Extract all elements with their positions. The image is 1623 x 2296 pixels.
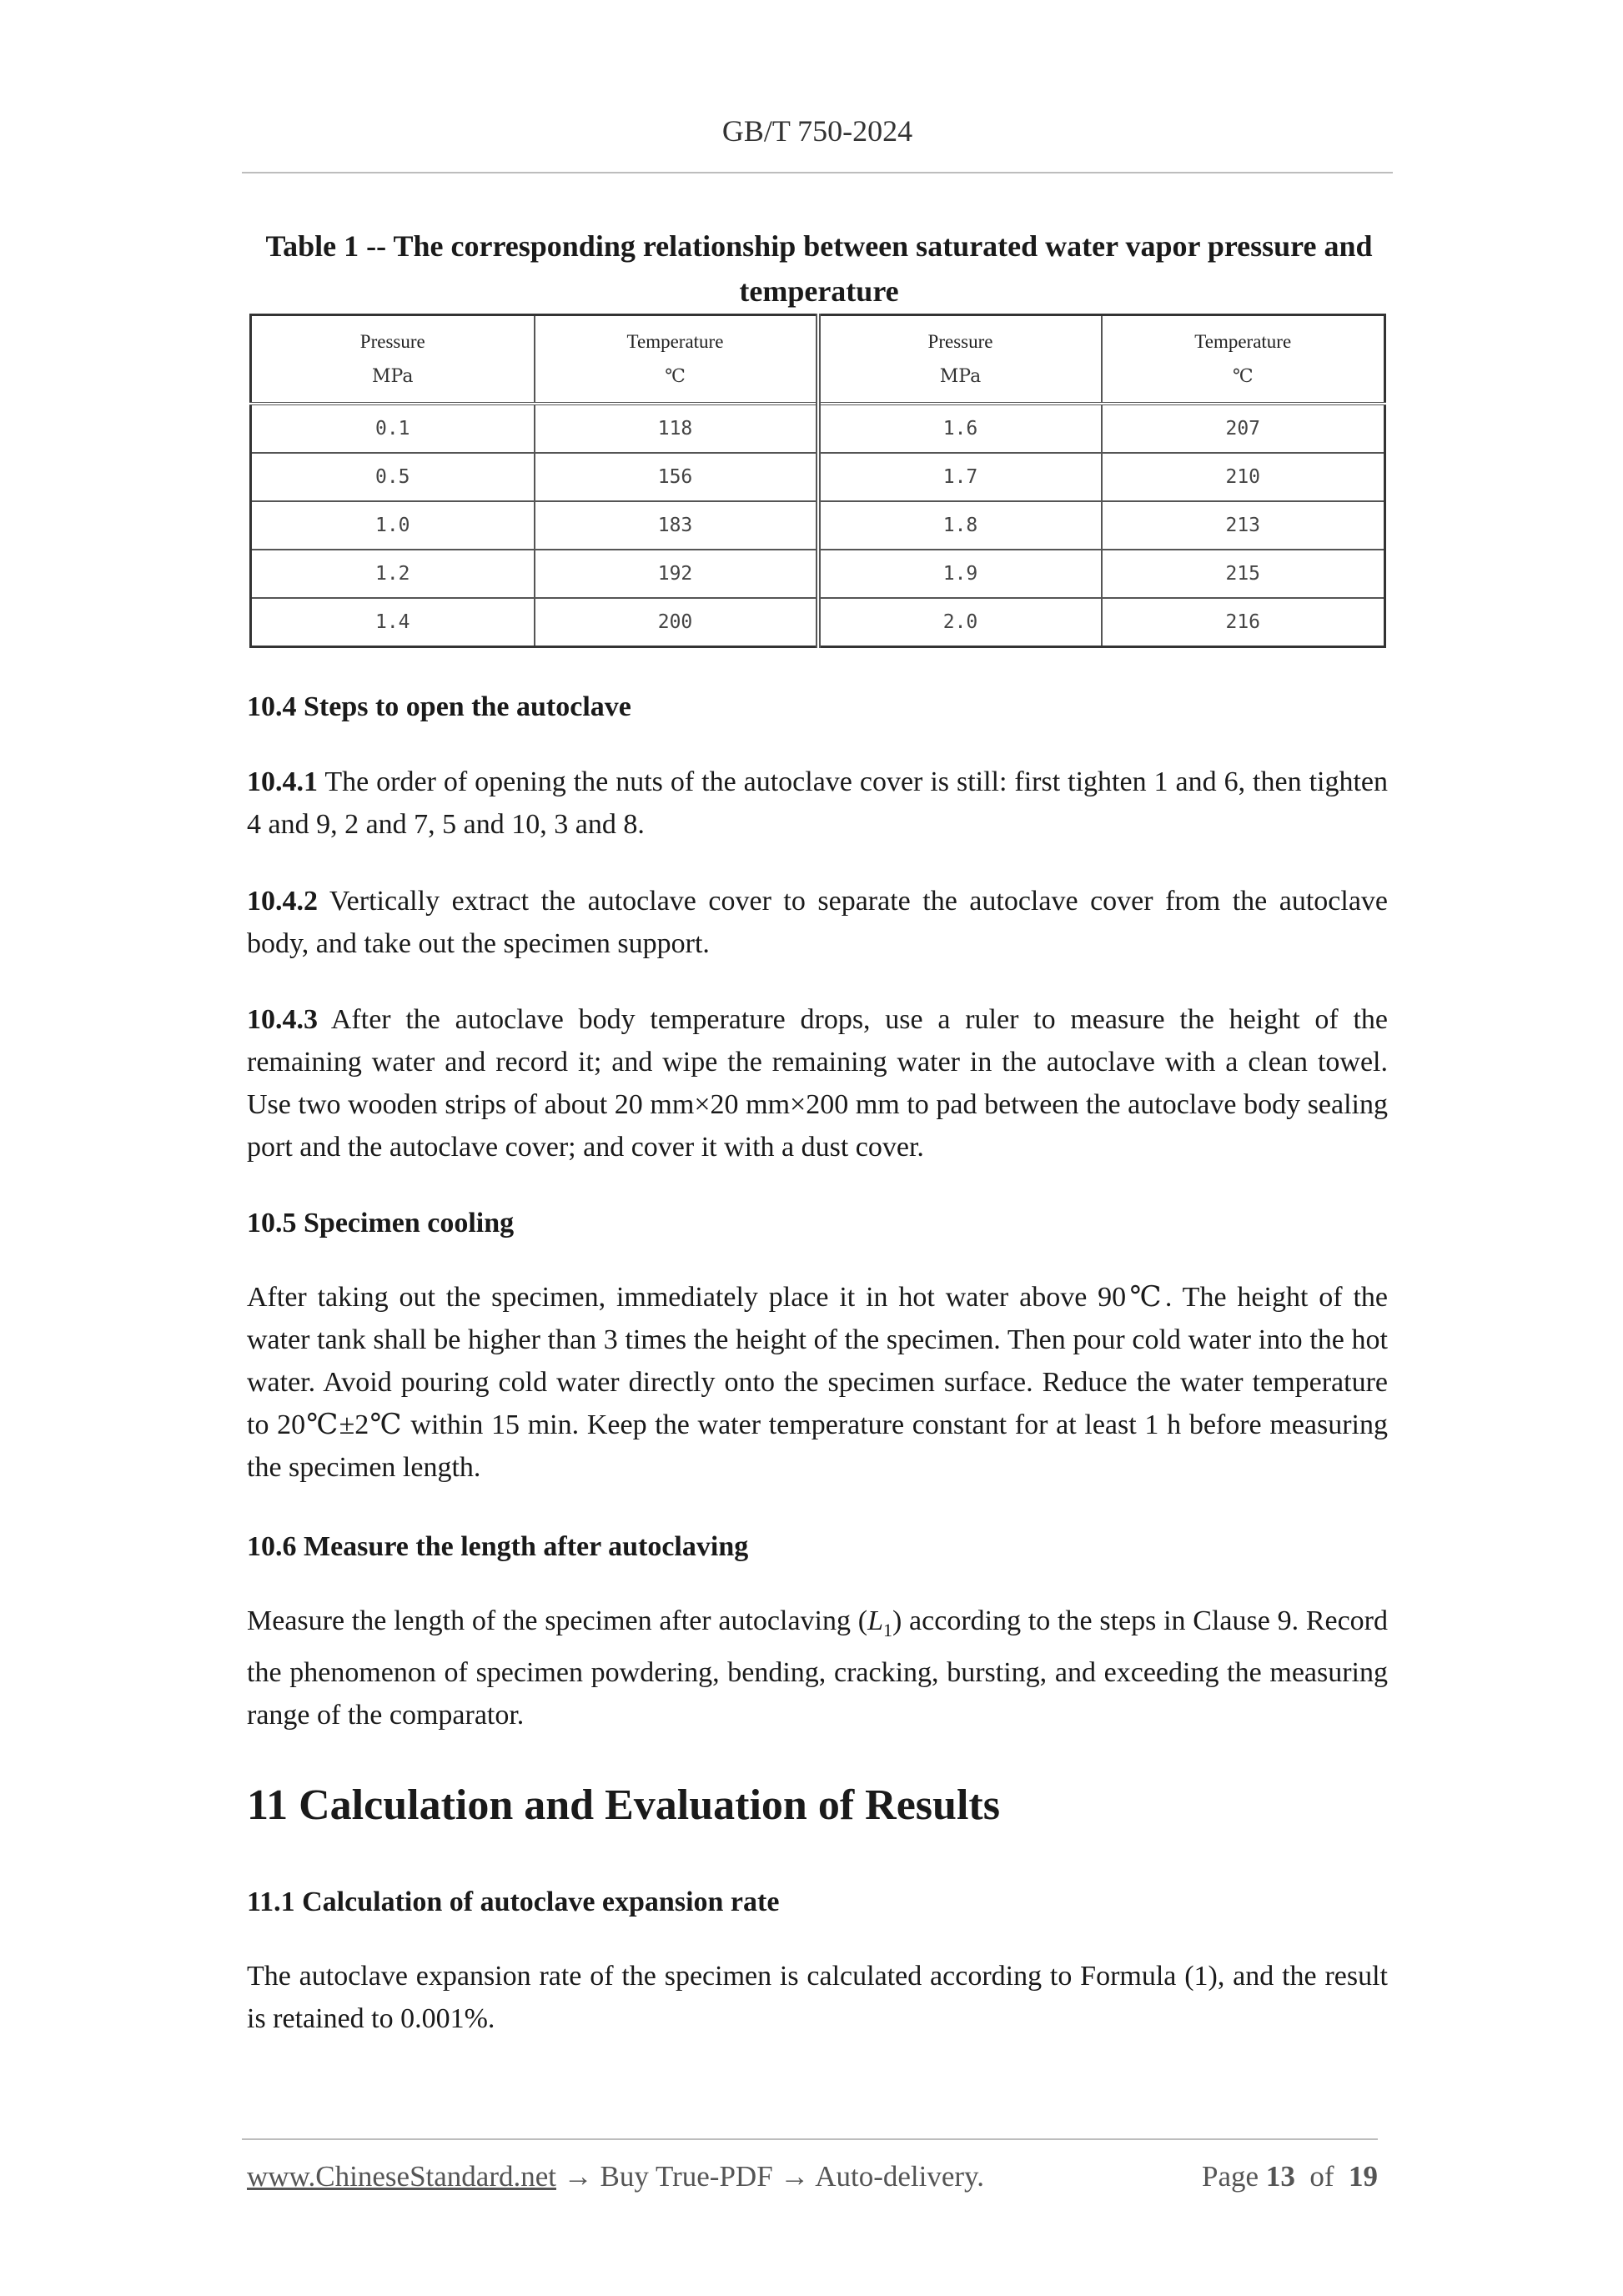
pressure-temperature-table <box>249 314 1386 648</box>
clause-number: 10.4.3 <box>247 1004 318 1035</box>
header-cell: Temperature ℃ <box>535 315 818 404</box>
clause-text: The order of opening the nuts of the autoclave cover is still: first tighten 1 and 6, then tighten 4 and 9, 2 and 7, 5 and 10, 3 and 8. <box>247 766 1388 840</box>
table-row <box>251 550 1385 598</box>
footer-promo <box>247 2160 984 2193</box>
table-cell: 1.4 <box>251 598 535 647</box>
heading-10-5: 10.5 Specimen cooling <box>247 1208 515 1238</box>
table-caption <box>247 224 1391 314</box>
table-cell: 1.9 <box>818 550 1102 598</box>
paragraph-11-1: The autoclave expansion rate of the specimen is calculated according to Formula (1), and the result is retained to 0.001%. <box>247 1961 1388 2034</box>
table-cell: 0.1 <box>251 404 535 453</box>
header-cell: Pressure MPa <box>251 315 535 404</box>
page-footer <box>247 2160 1378 2193</box>
paragraph-10-4-2 <box>247 880 1388 965</box>
header-cell: Temperature ℃ <box>1102 315 1385 404</box>
table-cell: 210 <box>1102 453 1385 501</box>
promo-text: → Buy True-PDF → Auto-delivery. <box>556 2160 985 2193</box>
table-cell: 2.0 <box>818 598 1102 647</box>
table-row <box>251 404 1385 453</box>
table-cell: 1.7 <box>818 453 1102 501</box>
table-cell: 213 <box>1102 501 1385 550</box>
paragraph-10-6: Measure the length of the specimen after autoclaving $(L_1)$ according to the steps in Clause 9. Record the phenomenon of specimen powdering, bending, cracking, bursting, and exceeding the measuring range of the comparator. <box>247 1605 1389 1731</box>
clause-text: Vertically extract the autoclave cover to separate the autoclave cover from the autoclave body, and take out the specimen support. <box>247 886 1388 959</box>
heading-10-4: 10.4 Steps to open the autoclave <box>247 691 631 722</box>
table-cell: 156 <box>535 453 818 501</box>
clause-text: After the autoclave body temperature drops, use a ruler to measure the height of the remaining water and record it; and wipe the remaining water in the autoclave with a clean towel. Use two wooden strips of about 20 mm×20 mm×200 mm to pad between the autoclave body sealing port and the autoclave cover; and cover it with a dust cover. <box>247 1004 1388 1163</box>
table-cell: 207 <box>1102 404 1385 453</box>
table-cell: 1.8 <box>818 501 1102 550</box>
paragraph-10-4-1 <box>247 761 1388 846</box>
table-caption-line-2: temperature <box>739 274 899 308</box>
header-cell: Pressure MPa <box>818 315 1102 404</box>
page-number: 13 <box>1265 2160 1295 2193</box>
table-cell: 1.0 <box>251 501 535 550</box>
table-cell: 192 <box>535 550 818 598</box>
paragraph-10-5: After taking out the specimen, immediately place it in hot water above 90℃. The height of the water tank shall be higher than 3 times the height of the specimen. Then pour cold water into the hot water. Avoid pouring cold water directly onto the specimen surface. Reduce the water temperature to 20℃±2℃ within 15 min. Keep the water temperature constant for at least 1 h before measuring the specimen length. <box>247 1282 1388 1483</box>
table-cell: 0.5 <box>251 453 535 501</box>
table-cell: 118 <box>535 404 818 453</box>
table-cell: 200 <box>535 598 818 647</box>
clause-number: 10.4.2 <box>247 886 318 917</box>
site-link[interactable]: www.ChineseStandard.net <box>247 2160 556 2193</box>
page-total: 19 <box>1349 2160 1378 2193</box>
footer-divider <box>242 2138 1378 2140</box>
variable-l: L <box>867 1605 883 1636</box>
page-indicator: Page 13 of 19 <box>1202 2160 1378 2193</box>
heading-11-1: 11.1 Calculation of autoclave expansion rate <box>247 1887 780 1917</box>
table-row <box>251 453 1385 501</box>
clause-number: 10.4.1 <box>247 766 318 797</box>
table-cell: 183 <box>535 501 818 550</box>
table-cell: 1.2 <box>251 550 535 598</box>
table-caption-line-1: Table 1 -- The corresponding relationship between saturated water vapor pressure and <box>265 229 1373 263</box>
table-cell: 1.6 <box>818 404 1102 453</box>
heading-10-6: 10.6 Measure the length after autoclaving <box>247 1531 749 1562</box>
variable-subscript: 1 <box>882 1619 892 1640</box>
table-row <box>251 598 1385 647</box>
table-row <box>251 501 1385 550</box>
paragraph-10-4-3 <box>247 998 1388 1168</box>
table-cell: 215 <box>1102 550 1385 598</box>
table-header-row <box>251 315 1385 404</box>
heading-11: 11 Calculation and Evaluation of Results <box>247 1781 1000 1829</box>
page-header: GB/T 750-2024 <box>721 114 913 148</box>
table-cell: 216 <box>1102 598 1385 647</box>
header-divider <box>242 172 1393 173</box>
